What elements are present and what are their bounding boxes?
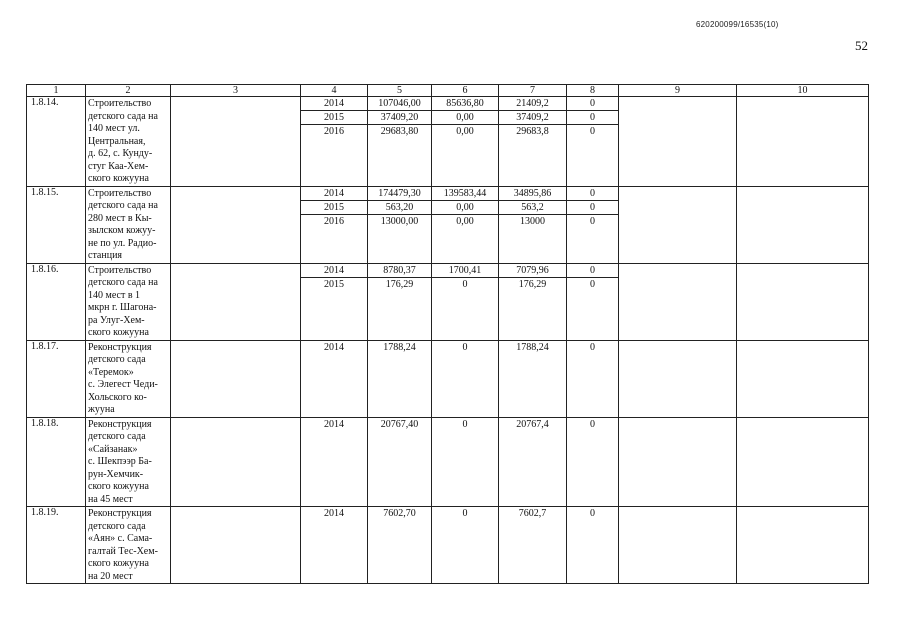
row-number: 1.8.14. [27, 97, 86, 187]
object-name-line: детского сада на [88, 110, 158, 122]
total-amount-cell: 174479,30 [368, 187, 431, 201]
republic-amount-cell-column [499, 340, 567, 417]
republic-amount-cell: 1788,24 [516, 341, 549, 353]
object-name-line: Реконструкция [88, 418, 152, 430]
municipal-amount-cell: 0 [567, 264, 618, 278]
total-amount-cell: 13000,00 [380, 215, 419, 227]
federal-amount-cell: 0,00 [432, 111, 498, 125]
empty-cell [619, 417, 737, 507]
object-name-line: 140 мест в 1 [88, 289, 141, 301]
column-header: 7 [499, 85, 567, 97]
federal-amount-cell: 0,00 [432, 201, 498, 215]
republic-amount-cell-column [499, 186, 567, 263]
empty-cell [619, 97, 737, 187]
document-id: 620200099/16535(10) [696, 20, 779, 29]
republic-amount-cell: 7079,96 [499, 264, 566, 278]
republic-amount-cell: 13000 [520, 215, 545, 227]
empty-cell [619, 340, 737, 417]
total-amount-cell: 107046,00 [368, 97, 431, 111]
year-cell-column [301, 507, 368, 584]
empty-cell [171, 417, 301, 507]
column-header-row [27, 85, 869, 97]
year-cell-column [301, 417, 368, 507]
total-amount-cell-column [368, 417, 432, 507]
column-header: 8 [567, 85, 619, 97]
federal-amount-cell-column [432, 263, 499, 340]
page-number: 52 [855, 38, 868, 53]
empty-cell [171, 263, 301, 340]
federal-amount-cell-column [432, 97, 499, 187]
federal-amount-cell: 1700,41 [432, 264, 498, 278]
municipal-amount-cell: 0 [567, 201, 618, 215]
year-cell: 2016 [324, 215, 344, 227]
column-header: 2 [86, 85, 171, 97]
column-header: 3 [171, 85, 301, 97]
total-amount-cell: 8780,37 [368, 264, 431, 278]
republic-amount-cell-column [499, 97, 567, 187]
object-name [86, 507, 171, 584]
object-name-line: Строительство [88, 187, 152, 199]
year-cell-column [301, 340, 368, 417]
empty-cell [737, 507, 869, 584]
federal-amount-cell: 0 [462, 278, 468, 290]
column-header: 1 [27, 85, 86, 97]
object-name-line: на 20 мест [88, 570, 133, 582]
federal-amount-cell: 0 [462, 341, 468, 353]
object-name-line: детского сада [88, 520, 146, 532]
empty-cell [619, 263, 737, 340]
empty-cell [737, 186, 869, 263]
object-name-line: детского сада на [88, 200, 158, 211]
empty-cell [737, 263, 869, 340]
year-cell: 2015 [301, 111, 367, 125]
object-name-line: стуг Каа-Хем- [88, 160, 149, 172]
federal-amount-cell-column [432, 340, 499, 417]
object-name-line: Центральная, [88, 135, 146, 147]
federal-amount-cell-column [432, 417, 499, 507]
empty-cell [737, 97, 869, 187]
column-header: 9 [619, 85, 737, 97]
table-row [27, 263, 869, 340]
object-name-line: Реконструкция [88, 341, 152, 353]
total-amount-cell: 176,29 [385, 278, 414, 290]
object-name-line: детского сада [88, 354, 146, 365]
republic-amount-cell: 20767,4 [516, 418, 549, 430]
total-amount-cell: 20767,40 [380, 418, 419, 430]
row-number: 1.8.19. [27, 507, 86, 584]
object-name [86, 417, 171, 507]
empty-cell [619, 186, 737, 263]
federal-amount-cell: 0 [462, 418, 468, 430]
object-name-line: 140 мест ул. [88, 123, 140, 134]
object-name-line: ра Улуг-Хем- [88, 314, 145, 326]
object-name [86, 97, 171, 187]
total-amount-cell-column [368, 340, 432, 417]
municipal-amount-cell: 0 [590, 341, 595, 353]
object-name-line: ского кожууна [88, 173, 149, 184]
object-name-line: детского сада [88, 431, 146, 442]
republic-amount-cell: 21409,2 [499, 97, 566, 111]
federal-amount-cell: 85636,80 [432, 97, 498, 111]
object-name-line: ского кожууна [88, 558, 149, 569]
row-number: 1.8.18. [27, 417, 86, 507]
empty-cell [171, 340, 301, 417]
municipal-amount-cell: 0 [567, 111, 618, 125]
object-name-line: «Сайзанак» [88, 443, 138, 455]
object-name [86, 340, 171, 417]
object-name-line: станция [88, 250, 123, 261]
object-name-line: Реконструкция [88, 508, 152, 519]
municipal-amount-cell: 0 [567, 97, 618, 111]
table-row [27, 417, 869, 507]
object-name [86, 263, 171, 340]
object-name-line: жууна [88, 404, 115, 415]
object-name-line: 280 мест в Кы- [88, 212, 152, 224]
empty-cell [737, 417, 869, 507]
federal-amount-cell-column [432, 507, 499, 584]
object-name-line: Строительство [88, 98, 152, 109]
federal-amount-cell: 0,00 [456, 126, 474, 137]
municipal-amount-cell-column [567, 186, 619, 263]
federal-amount-cell: 0 [462, 508, 468, 519]
municipal-amount-cell: 0 [590, 126, 595, 137]
republic-amount-cell-column [499, 263, 567, 340]
row-number: 1.8.17. [27, 340, 86, 417]
object-name-line: детского сада на [88, 277, 158, 288]
municipal-amount-cell-column [567, 507, 619, 584]
total-amount-cell: 563,20 [368, 201, 431, 215]
year-cell: 2014 [324, 418, 344, 430]
object-name-line: д. 62, с. Кунду- [88, 148, 153, 159]
year-cell-column [301, 263, 368, 340]
total-amount-cell: 7602,70 [383, 508, 416, 519]
federal-amount-cell-column [432, 186, 499, 263]
object-name-line: с. Шекпээр Ба- [88, 456, 152, 467]
column-header: 6 [432, 85, 499, 97]
republic-amount-cell: 34895,86 [499, 187, 566, 201]
republic-amount-cell: 7602,7 [518, 508, 547, 519]
republic-amount-cell: 29683,8 [516, 126, 549, 137]
object-name-line: зылском кожуу- [88, 225, 156, 236]
object-name-line: на 45 мест [88, 493, 133, 505]
total-amount-cell-column [368, 507, 432, 584]
year-cell: 2014 [301, 97, 367, 111]
republic-amount-cell: 563,2 [499, 201, 566, 215]
table-row [27, 97, 869, 187]
year-cell: 2014 [301, 187, 367, 201]
republic-amount-cell-column [499, 417, 567, 507]
object-name-line: мкрн г. Шагона- [88, 302, 157, 313]
total-amount-cell-column [368, 263, 432, 340]
municipal-amount-cell: 0 [590, 215, 595, 227]
total-amount-cell-column [368, 186, 432, 263]
municipal-amount-cell-column [567, 340, 619, 417]
column-header: 5 [368, 85, 432, 97]
object-name [86, 186, 171, 263]
object-name-line: ского кожууна [88, 481, 149, 492]
year-cell: 2015 [324, 278, 344, 290]
municipal-amount-cell-column [567, 97, 619, 187]
year-cell-column [301, 97, 368, 187]
object-name-line: галтай Тес-Хем- [88, 545, 158, 557]
object-name-line: не по ул. Радио- [88, 237, 157, 249]
row-number: 1.8.16. [27, 263, 86, 340]
object-name-line: «Аян» с. Сама- [88, 533, 153, 544]
object-name-line: «Теремок» [88, 366, 134, 378]
empty-cell [171, 186, 301, 263]
year-cell: 2014 [301, 264, 367, 278]
column-header: 4 [301, 85, 368, 97]
program-table [26, 84, 869, 584]
municipal-amount-cell: 0 [590, 508, 595, 519]
object-name-line: Строительство [88, 264, 152, 276]
table-row [27, 186, 869, 263]
republic-amount-cell-column [499, 507, 567, 584]
municipal-amount-cell: 0 [590, 278, 595, 290]
year-cell: 2014 [324, 341, 344, 353]
empty-cell [619, 507, 737, 584]
empty-cell [737, 340, 869, 417]
table-row [27, 507, 869, 584]
republic-amount-cell: 37409,2 [499, 111, 566, 125]
empty-cell [171, 97, 301, 187]
year-cell: 2015 [301, 201, 367, 215]
total-amount-cell-column [368, 97, 432, 187]
municipal-amount-cell-column [567, 417, 619, 507]
municipal-amount-cell: 0 [567, 187, 618, 201]
row-number: 1.8.15. [27, 186, 86, 263]
object-name-line: с. Элегест Чеди- [88, 379, 158, 390]
year-cell: 2016 [324, 126, 344, 137]
municipal-amount-cell: 0 [590, 418, 595, 430]
year-cell-column [301, 186, 368, 263]
year-cell: 2014 [324, 508, 344, 519]
total-amount-cell: 1788,24 [383, 341, 416, 353]
federal-amount-cell: 0,00 [456, 215, 474, 227]
republic-amount-cell: 176,29 [518, 278, 547, 290]
table-row [27, 340, 869, 417]
empty-cell [171, 507, 301, 584]
object-name-line: рун-Хемчик- [88, 468, 144, 480]
object-name-line: ского кожууна [88, 327, 149, 338]
municipal-amount-cell-column [567, 263, 619, 340]
object-name-line: Хольского ко- [88, 391, 147, 403]
total-amount-cell: 37409,20 [368, 111, 431, 125]
federal-amount-cell: 139583,44 [432, 187, 498, 201]
column-header: 10 [737, 85, 869, 97]
total-amount-cell: 29683,80 [380, 126, 419, 137]
